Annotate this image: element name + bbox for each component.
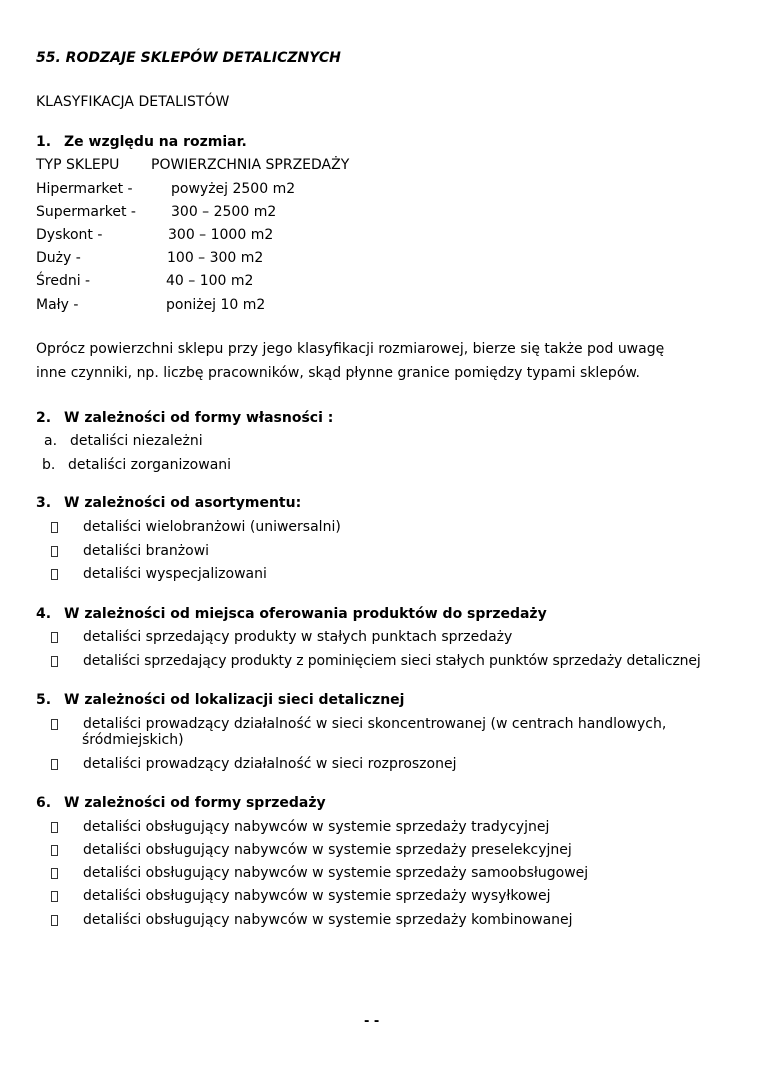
bullet-box-icon [51,719,58,730]
list-item: detaliści obsługujący nabywców w systemie sprzedaży preselekcyjnej [83,842,572,858]
bullet-box-icon [51,656,58,667]
store-type: Mały - [36,297,79,313]
list-item: detaliści obsługujący nabywców w systemie sprzedaży samoobsługowej [83,865,589,881]
list-item: detaliści niezależni [70,433,203,449]
store-area: 300 – 2500 m2 [171,204,277,220]
store-area: powyżej 2500 m2 [171,181,296,197]
section-5-heading: W zależności od lokalizacji sieci detalicznej [64,692,405,708]
list-marker: a. [44,433,58,449]
store-area: 40 – 100 m2 [166,273,254,289]
list-item: detaliści sprzedający produkty z pominięciem sieci stałych punktów sprzedaży detalicznej [83,653,701,669]
list-item: detaliści obsługujący nabywców w systemie sprzedaży tradycyjnej [83,819,550,835]
section-4-heading: W zależności od miejsca oferowania produktów do sprzedaży [64,606,547,622]
store-type: Hipermarket - [36,181,133,197]
list-item: detaliści obsługujący nabywców w systemie sprzedaży kombinowanej [83,912,573,928]
list-item: detaliści zorganizowani [68,457,232,473]
table-header-type: TYP SKLEPU [36,157,120,173]
list-item: detaliści prowadzący działalność w sieci skoncentrowanej (w centrach handlowych, [83,716,667,732]
store-type: Supermarket - [36,204,136,220]
list-item: detaliści obsługujący nabywców w systemie sprzedaży wysyłkowej [83,888,551,904]
list-item-continuation: śródmiejskich) [82,732,184,748]
section-1-number: 1. [36,134,52,150]
section-3-number: 3. [36,495,52,511]
bullet-box-icon [51,759,58,770]
bullet-box-icon [51,522,58,533]
section-5-number: 5. [36,692,52,708]
section-4-number: 4. [36,606,52,622]
section-3-heading: W zależności od asortymentu: [64,495,302,511]
bullet-box-icon [51,822,58,833]
list-item: detaliści branżowi [83,543,210,559]
page-title: 55. RODZAJE SKLEPÓW DETALICZNYCH [36,50,341,66]
table-header-area: POWIERZCHNIA SPRZEDAŻY [151,157,350,173]
paragraph-line: inne czynniki, np. liczbę pracowników, skąd płynne granice pomiędzy typami sklepów. [36,365,640,381]
list-marker: b. [42,457,56,473]
bullet-box-icon [51,845,58,856]
page-number: - - [364,1014,380,1029]
store-area: 100 – 300 m2 [167,250,264,266]
bullet-box-icon [51,546,58,557]
list-item: detaliści prowadzący działalność w sieci rozproszonej [83,756,457,772]
bullet-box-icon [51,891,58,902]
bullet-box-icon [51,868,58,879]
list-item: detaliści sprzedający produkty w stałych punktach sprzedaży [83,629,513,645]
store-type: Dyskont - [36,227,103,243]
section-6-heading: W zależności od formy sprzedaży [64,795,326,811]
section-1-heading: Ze względu na rozmiar. [64,134,247,150]
section-2-heading: W zależności od formy własności : [64,410,334,426]
store-area: 300 – 1000 m2 [168,227,274,243]
store-type: Duży - [36,250,81,266]
list-item: detaliści wielobranżowi (uniwersalni) [83,519,341,535]
bullet-box-icon [51,915,58,926]
store-type: Średni - [36,273,91,289]
section-6-number: 6. [36,795,52,811]
subtitle: KLASYFIKACJA DETALISTÓW [36,94,230,110]
store-area: poniżej 10 m2 [166,297,266,313]
bullet-box-icon [51,632,58,643]
list-item: detaliści wyspecjalizowani [83,566,267,582]
paragraph-line: Oprócz powierzchni sklepu przy jego klasyfikacji rozmiarowej, bierze się także pod uwagę [36,341,665,357]
section-2-number: 2. [36,410,52,426]
bullet-box-icon [51,569,58,580]
